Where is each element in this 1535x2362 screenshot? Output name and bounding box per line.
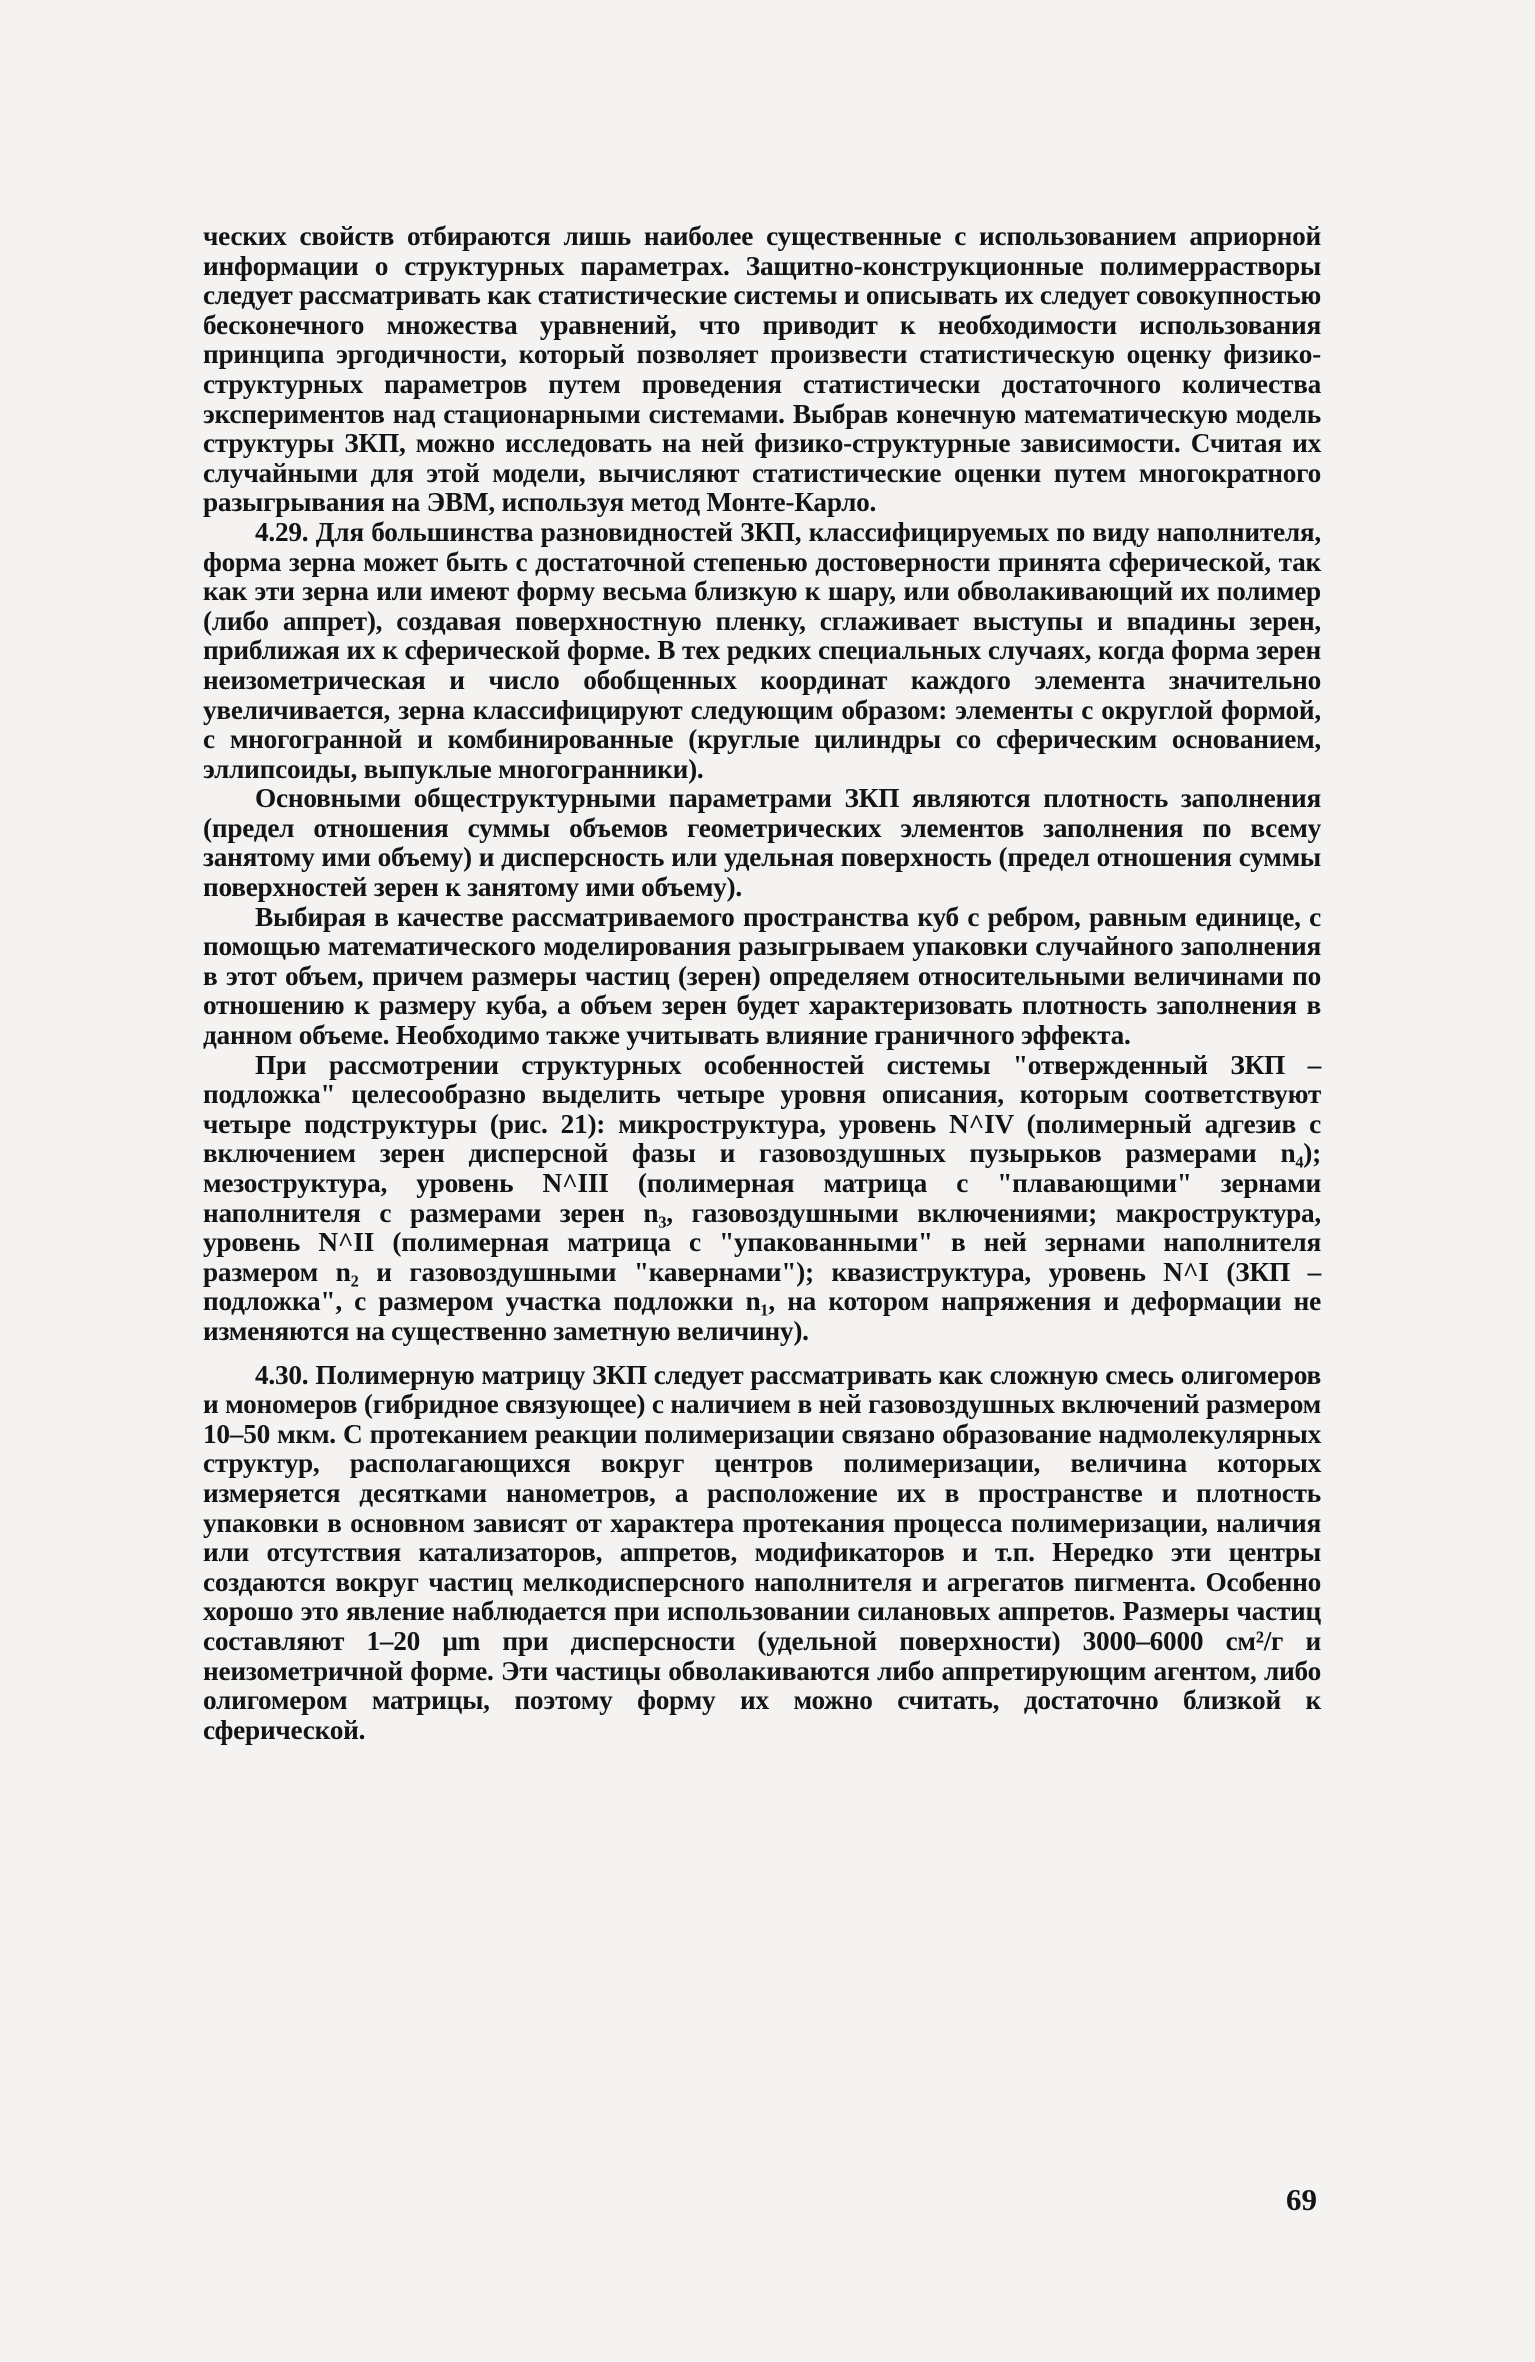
- paragraph-structural-parameters: Основными общеструктурными параметрами ЗКП являются плотность заполнения (предел отношения суммы объемов геометрических элементов заполнения по всему занятому ими объему) и дисперсность или удельная поверхность (предел отношения суммы поверхностей зерен к занятому ими объему).: [203, 783, 1321, 903]
- paragraph-4-30: 4.30. Полимерную матрицу ЗКП следует рассматривать как сложную смесь олигомеров и мономеров (гибридное связующее) с наличием в ней газовоздушных включений размером 10–50 мкм. С протеканием реакции полимеризации связано образование надмолекулярных структур, располагающихся вокруг центров полимеризации, величина которых измеряется десятками нанометров, а расположение их в пространстве и плотность упаковки в основном зависят от характера протекания процесса полимеризации, наличия или отсутствия катализаторов, аппретов, модификаторов и т.п. Нередко эти центры создаются вокруг частиц мелкодисперсного наполнителя и агрегатов пигмента. Особенно хорошо это явление наблюдается при использовании силановых аппретов. Размеры частиц составляют 1–20 μm при дисперсности (удельной поверхности) 3000–6000 см²/г и неизометричной форме. Эти частицы обволакиваются либо аппретирующим агентом, либо олигомером матрицы, поэтому форму их можно считать, достаточно близкой к сферической.: [203, 1359, 1321, 1745]
- paragraph-structure-levels: При рассмотрении структурных особенностей системы "отвержденный ЗКП – подложка" целесообразно выделить четыре уровня описания, которым соответствуют четыре подструктуры (рис. 21): микроструктура, уровень N^IV (полимерный адгезив с включением зерен дисперсной фазы и газовоздушных пузырьков размерами n₄); мезоструктура, уровень N^III (полимерная матрица с "плавающими" зернами наполнителя с размерами зерен n₃, газовоздушными включениями; макроструктура, уровень N^II (полимерная матрица с "упакованными" в ней зернами наполнителя размером n₂ и газовоздушными "кавернами"); квазиструктура, уровень N^I (ЗКП – подложка", с размером участка подложки n₁, на котором напряжения и деформации не изменяются на существенно заметную величину).: [203, 1049, 1321, 1346]
- body-text: [203, 222, 1321, 1745]
- paragraph-continuation: ческих свойств отбираются лишь наиболее существенные с использованием априорной информации о структурных параметрах. Защитно-конструкционные полимеррастворы следует рассматривать как статистические системы и описывать их следует совокупностью бесконечного множества уравнений, что приводит к необходимости использования принципа эргодичности, который позволяет произвести статистическую оценку физико-структурных параметров путем проведения статистически достаточного количества экспериментов над стационарными системами. Выбрав конечную математическую модель структуры ЗКП, можно исследовать на ней физико-структурные зависимости. Считая их случайными для этой модели, вычисляют статистические оценки путем многократного разыгрывания на ЭВМ, используя метод Монте-Карло.: [203, 221, 1321, 518]
- page-number: 69: [1286, 2182, 1317, 2217]
- paragraph-cube-modeling: Выбирая в качестве рассматриваемого пространства куб с ребром, равным единице, с помощью математического моделирования разыгрываем упаковки случайного заполнения в этот объем, причем размеры частиц (зерен) определяем относительными величинами по отношению к размеру куба, а объем зерен будет характеризовать плотность заполнения в данном объеме. Необходимо также учитывать влияние граничного эффекта.: [203, 901, 1321, 1051]
- paragraph-4-29: 4.29. Для большинства разновидностей ЗКП, классифицируемых по виду наполнителя, форма зерна может быть с достаточной степенью достоверности принята сферической, так как эти зерна или имеют форму весьма близкую к шару, или обволакивающий их полимер (либо аппрет), создавая поверхностную пленку, сглаживает выступы и впадины зерен, приближая их к сферической форме. В тех редких специальных случаях, когда форма зерен неизометрическая и число обобщенных координат каждого элемента значительно увеличивается, зерна классифицируют следующим образом: элементы с округлой формой, с многогранной и комбинированные (круглые цилиндры со сферическим основанием, эллипсоиды, выпуклые многогранники).: [203, 516, 1321, 784]
